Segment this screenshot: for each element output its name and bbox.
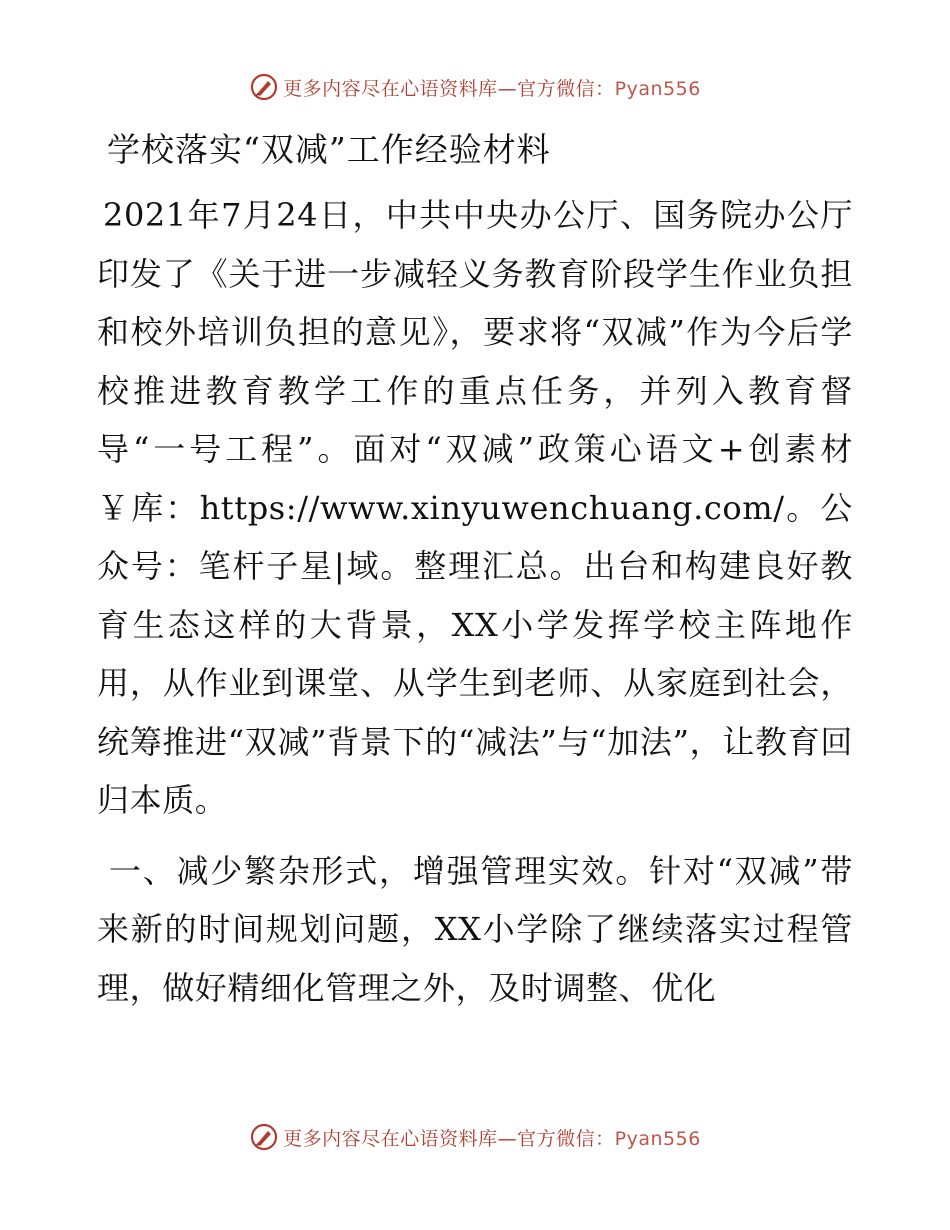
- paragraph-intro: 2021年7月24日，中共中央办公厅、国务院办公厅印发了《关于进一步减轻义务教育阶段学生作业负担和校外培训负担的意见》，要求将“双减”作为今后学校推进教育教学工作的重点任务，并列入教育督导“一号工程”。面对“双减”政策心语文+创素材￥库：https://www.xinyuwenchuang.com/。公众号：笔杆子星|域。整理汇总。出台和构建良好教育生态这样的大背景，XX小学发挥学校主阵地作用，从作业到课堂、从学生到老师、从家庭到社会，统筹推进“双减”背景下的“减法”与“加法”，让教育回归本质。: [97, 196, 853, 819]
- header-watermark: [0, 72, 950, 102]
- document-page: [97, 122, 853, 1017]
- paragraph-section-one: 一、减少繁杂形式，增强管理实效。针对“双减”带来新的时间规划问题，XX小学除了继续落实过程管理，做好精细化管理之外，及时调整、优化: [97, 851, 853, 1007]
- pen-nib-logo-icon: [249, 1122, 279, 1152]
- footer-watermark: [0, 1122, 950, 1152]
- wechat-id: Pyan556: [614, 77, 701, 100]
- pen-nib-logo-icon: [249, 72, 279, 102]
- wechat-id: Pyan556: [614, 1127, 701, 1150]
- watermark-text: 更多内容尽在心语资料库—官方微信：Pyan556: [283, 77, 701, 100]
- watermark-text: 更多内容尽在心语资料库—官方微信：Pyan556: [283, 1127, 701, 1150]
- document-title: 学校落实“双减”工作经验材料: [107, 130, 551, 169]
